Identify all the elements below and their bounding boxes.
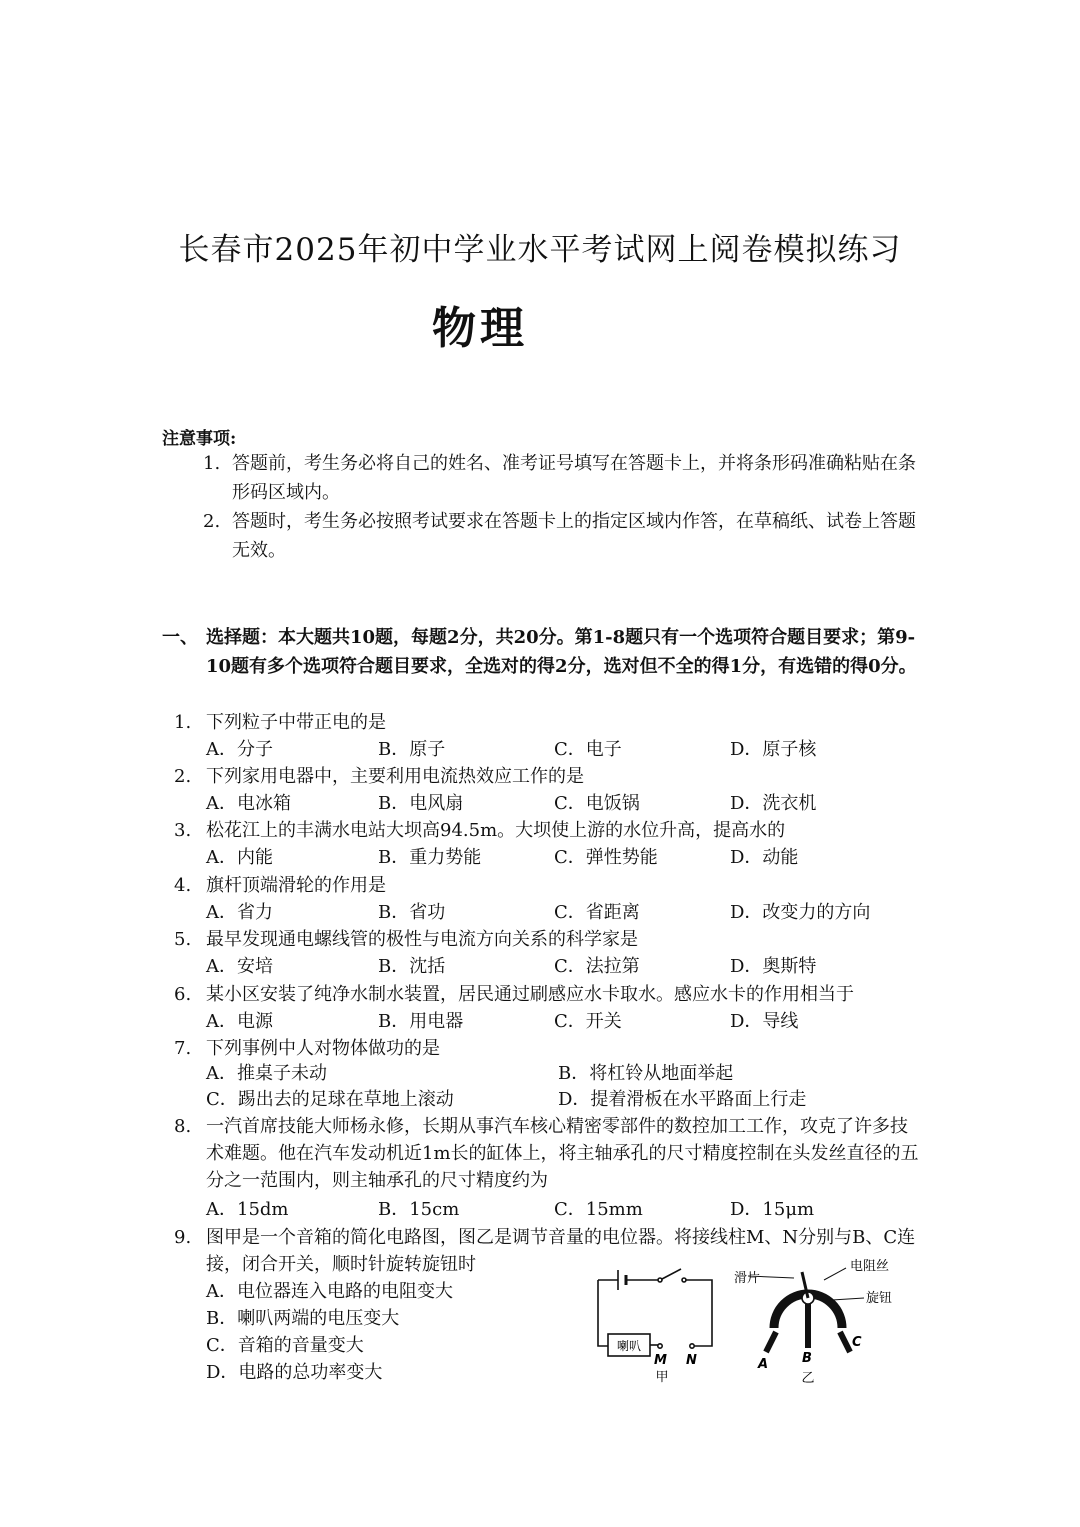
question-7-number: 7. — [174, 1038, 192, 1059]
wire-pointer-line — [824, 1268, 846, 1280]
terminal-a-label: A — [758, 1357, 769, 1372]
slider-label: 滑片 — [734, 1271, 761, 1286]
section-one-number: 一、 — [162, 627, 198, 648]
exam-title: 长春市2025年初中学业水平考试网上阅卷模拟练习 — [178, 232, 902, 268]
question-3-option-b: B．重力势能 — [378, 847, 482, 868]
question-4 — [174, 872, 924, 899]
question-2-option-a: A．电冰箱 — [206, 793, 291, 814]
terminal-b-label: B — [802, 1351, 812, 1366]
question-1-option-c: C．电子 — [554, 739, 622, 760]
notice-item-1 — [203, 449, 923, 507]
question-1-option-a: A．分子 — [206, 739, 273, 760]
switch-blade — [662, 1269, 681, 1279]
circuit-diagram — [598, 1269, 712, 1356]
question-9-option-d: D．电路的总功率变大 — [206, 1362, 383, 1383]
section-one-text: 选择题：本大题共10题，每题2分，共20分。第1-8题只有一个选项符合题目要求；第9-10题有多个选项符合题目要求，全选对的得2分，选对但不全的得1分，有选错的得0分。 — [206, 627, 917, 677]
question-9-option-a: A．电位器连入电路的电阻变大 — [206, 1281, 453, 1302]
question-6-stem: 某小区安装了纯净水制水装置，居民通过刷感应水卡取水。感应水卡的作用相当于 — [206, 984, 854, 1005]
question-8-option-d: D．15μm — [730, 1199, 815, 1220]
question-3-number: 3. — [174, 820, 192, 841]
question-3-option-c: C．弹性势能 — [554, 847, 658, 868]
question-2 — [174, 763, 924, 790]
terminal-n-label: N — [686, 1353, 697, 1368]
question-9-option-b: B．喇叭两端的电压变大 — [206, 1308, 400, 1329]
question-5-option-a: A．安培 — [206, 956, 273, 977]
question-9-number: 9. — [174, 1227, 192, 1248]
question-5-option-d: D．奥斯特 — [730, 956, 817, 977]
terminal-a-lead — [766, 1332, 776, 1352]
question-7-option-c: C．踢出去的足球在草地上滚动 — [206, 1089, 454, 1110]
question-3 — [174, 817, 924, 844]
question-9-stem: 图甲是一个音箱的简化电路图，图乙是调节音量的电位器。将接线柱M、N分别与B、C连接，闭合开关，顺时针旋转旋钮时 — [206, 1227, 916, 1275]
caption-yi: 乙 — [801, 1371, 815, 1386]
question-7-option-b: B．将杠铃从地面举起 — [558, 1063, 734, 1084]
question-6 — [174, 981, 924, 1008]
question-5-number: 5. — [174, 929, 192, 950]
question-2-option-d: D．洗衣机 — [730, 793, 817, 814]
question-4-option-a: A．省力 — [206, 902, 273, 923]
question-4-option-d: D．改变力的方向 — [730, 902, 871, 923]
terminal-c-lead — [840, 1332, 850, 1352]
question-1-stem: 下列粒子中带正电的是 — [206, 712, 386, 733]
question-6-number: 6. — [174, 984, 192, 1005]
question-4-option-c: C．省距离 — [554, 902, 640, 923]
question-2-stem: 下列家用电器中，主要利用电流热效应工作的是 — [206, 766, 584, 787]
circuit-wire-left — [598, 1280, 608, 1346]
question-8 — [174, 1113, 924, 1194]
question-2-option-b: B．电风扇 — [378, 793, 464, 814]
question-6-option-a: A．电源 — [206, 1011, 273, 1032]
question-8-option-c: C．15mm — [554, 1199, 643, 1220]
question-5 — [174, 926, 924, 953]
question-2-option-c: C．电饭锅 — [554, 793, 640, 814]
question-7 — [174, 1035, 924, 1062]
exam-subject: 物理 — [432, 303, 528, 354]
question-4-option-b: B．省功 — [378, 902, 446, 923]
knob-label: 旋钮 — [866, 1291, 893, 1306]
question-4-stem: 旗杆顶端滑轮的作用是 — [206, 875, 386, 896]
question-8-option-b: B．15cm — [378, 1199, 460, 1220]
question-6-option-b: B．用电器 — [378, 1011, 464, 1032]
question-3-stem: 松花江上的丰满水电站大坝高94.5m。大坝使上游的水位升高，提高水的 — [206, 820, 786, 841]
question-4-number: 4. — [174, 875, 192, 896]
notice-item-1-num: 1. — [203, 453, 221, 474]
question-5-option-c: C．法拉第 — [554, 956, 640, 977]
terminal-m-dot — [658, 1344, 662, 1348]
question-6-option-c: C．开关 — [554, 1011, 622, 1032]
question-1 — [174, 709, 924, 736]
question-8-stem: 一汽首席技能大师杨永修，长期从事汽车核心精密零部件的数控加工工作，攻克了许多技术难题。他在汽车发动机近1m长的缸体上，将主轴承孔的尺寸精度控制在头发丝直径的五分之一范围内，则主轴承孔的尺寸精度约为 — [206, 1116, 919, 1191]
switch-contact — [682, 1278, 686, 1282]
notice-heading: 注意事项: — [162, 429, 237, 449]
terminal-c-label: C — [852, 1335, 862, 1350]
terminal-m-label: M — [654, 1353, 667, 1368]
question-1-number: 1. — [174, 712, 192, 733]
circuit-wire-right — [686, 1280, 712, 1346]
switch-pivot — [658, 1278, 662, 1282]
question-9-option-c: C．音箱的音量变大 — [206, 1335, 364, 1356]
question-5-option-b: B．沈括 — [378, 956, 446, 977]
question-6-option-d: D．导线 — [730, 1011, 799, 1032]
notice-item-2-num: 2. — [203, 511, 221, 532]
caption-jia: 甲 — [655, 1370, 669, 1385]
section-one-instructions — [162, 623, 922, 681]
potentiometer-diagram — [748, 1268, 864, 1352]
resistance-wire-label: 电阻丝 — [850, 1259, 890, 1274]
question-3-option-d: D．动能 — [730, 847, 799, 868]
question-3-option-a: A．内能 — [206, 847, 273, 868]
question-9-figure — [588, 1248, 918, 1390]
question-8-option-a: A．15dm — [206, 1199, 289, 1220]
terminal-n-dot — [690, 1344, 694, 1348]
notice-item-1-text: 答题前，考生务必将自己的姓名、准考证号填写在答题卡上，并将条形码准确粘贴在条形码区域内。 — [232, 453, 916, 503]
question-7-stem: 下列事例中人对物体做功的是 — [206, 1038, 440, 1059]
question-5-stem: 最早发现通电螺线管的极性与电流方向关系的科学家是 — [206, 929, 638, 950]
knob-pointer-line — [832, 1298, 864, 1300]
question-8-number: 8. — [174, 1116, 192, 1137]
question-7-option-a: A．推桌子未动 — [206, 1063, 327, 1084]
question-1-option-d: D．原子核 — [730, 739, 817, 760]
question-2-number: 2. — [174, 766, 192, 787]
speaker-label: 喇叭 — [616, 1339, 642, 1353]
notice-item-2-text: 答题时，考生务必按照考试要求在答题卡上的指定区域内作答，在草稿纸、试卷上答题无效。 — [232, 511, 916, 561]
notice-item-2 — [203, 507, 923, 565]
question-7-option-d: D．提着滑板在水平路面上行走 — [558, 1089, 807, 1110]
question-1-option-b: B．原子 — [378, 739, 446, 760]
